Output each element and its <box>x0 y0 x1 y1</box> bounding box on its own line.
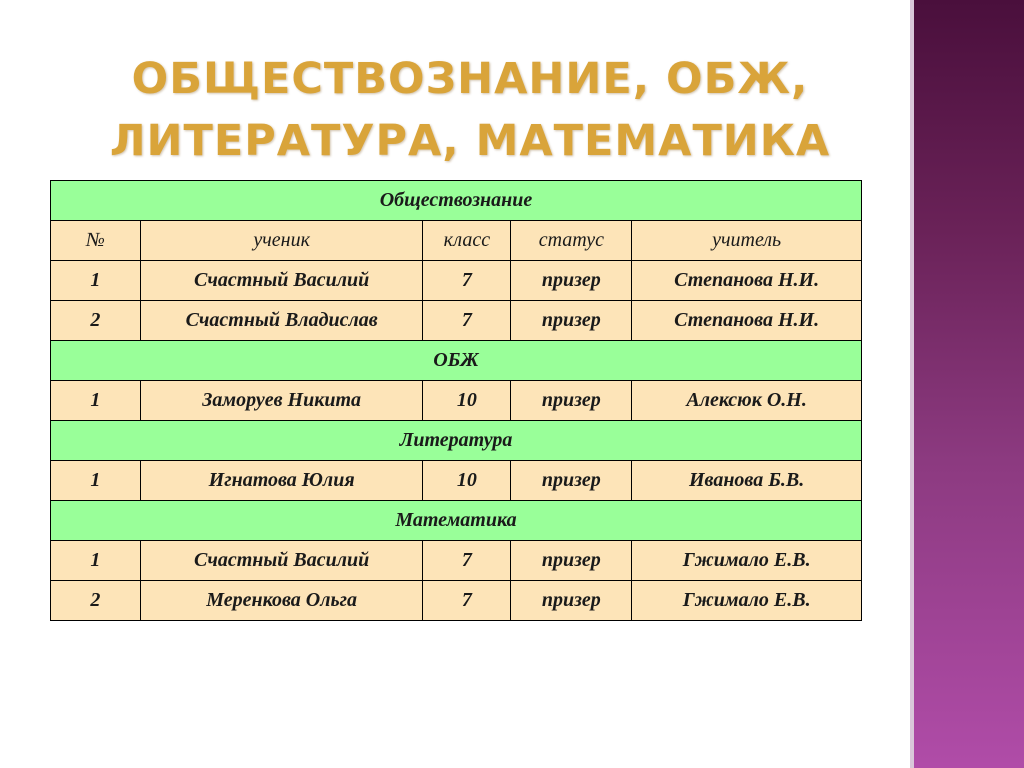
cell-status: призер <box>511 541 632 581</box>
cell-teacher: Иванова Б.В. <box>632 461 862 501</box>
cell-teacher: Степанова Н.И. <box>632 301 862 341</box>
cell-num: 1 <box>51 381 141 421</box>
cell-grade: 10 <box>423 461 511 501</box>
header-student: ученик <box>140 221 423 261</box>
cell-grade: 7 <box>423 581 511 621</box>
cell-status: призер <box>511 301 632 341</box>
slide-title-line-2: ЛИТЕРАТУРА, МАТЕМАТИКА <box>109 116 831 166</box>
cell-student: Игнатова Юлия <box>140 461 423 501</box>
table-row <box>51 301 862 341</box>
cell-student: Счастный Владислав <box>140 301 423 341</box>
subject-title: ОБЖ <box>51 341 862 381</box>
cell-teacher: Алексюк О.Н. <box>632 381 862 421</box>
cell-status: призер <box>511 581 632 621</box>
cell-num: 2 <box>51 301 141 341</box>
cell-num: 2 <box>51 581 141 621</box>
table-row <box>51 541 862 581</box>
side-decor-band <box>914 0 1024 768</box>
subject-title: Математика <box>51 501 862 541</box>
cell-student: Счастный Василий <box>140 541 423 581</box>
table-row <box>51 261 862 301</box>
cell-grade: 7 <box>423 301 511 341</box>
cell-teacher: Гжимало Е.В. <box>632 581 862 621</box>
header-teacher: учитель <box>632 221 862 261</box>
cell-teacher: Степанова Н.И. <box>632 261 862 301</box>
cell-status: призер <box>511 261 632 301</box>
cell-student: Заморуев Никита <box>140 381 423 421</box>
cell-status: призер <box>511 461 632 501</box>
subject-title: Обществознание <box>51 181 862 221</box>
cell-num: 1 <box>51 261 141 301</box>
slide-title <box>100 48 840 172</box>
table-header-row <box>51 221 862 261</box>
table-row <box>51 581 862 621</box>
cell-student: Счастный Василий <box>140 261 423 301</box>
cell-grade: 7 <box>423 541 511 581</box>
table-row <box>51 461 862 501</box>
results-table <box>50 180 862 621</box>
header-grade: класс <box>423 221 511 261</box>
cell-student: Меренкова Ольга <box>140 581 423 621</box>
subject-row-mathematics <box>51 501 862 541</box>
cell-grade: 10 <box>423 381 511 421</box>
cell-teacher: Гжимало Е.В. <box>632 541 862 581</box>
subject-row-social-studies <box>51 181 862 221</box>
cell-num: 1 <box>51 541 141 581</box>
subject-row-literature <box>51 421 862 461</box>
slide-title-line-1: ОБЩЕСТВОЗНАНИЕ, ОБЖ, <box>131 54 809 104</box>
header-num: № <box>51 221 141 261</box>
cell-grade: 7 <box>423 261 511 301</box>
cell-num: 1 <box>51 461 141 501</box>
subject-row-life-safety <box>51 341 862 381</box>
header-status: статус <box>511 221 632 261</box>
table-row <box>51 381 862 421</box>
subject-title: Литература <box>51 421 862 461</box>
cell-status: призер <box>511 381 632 421</box>
